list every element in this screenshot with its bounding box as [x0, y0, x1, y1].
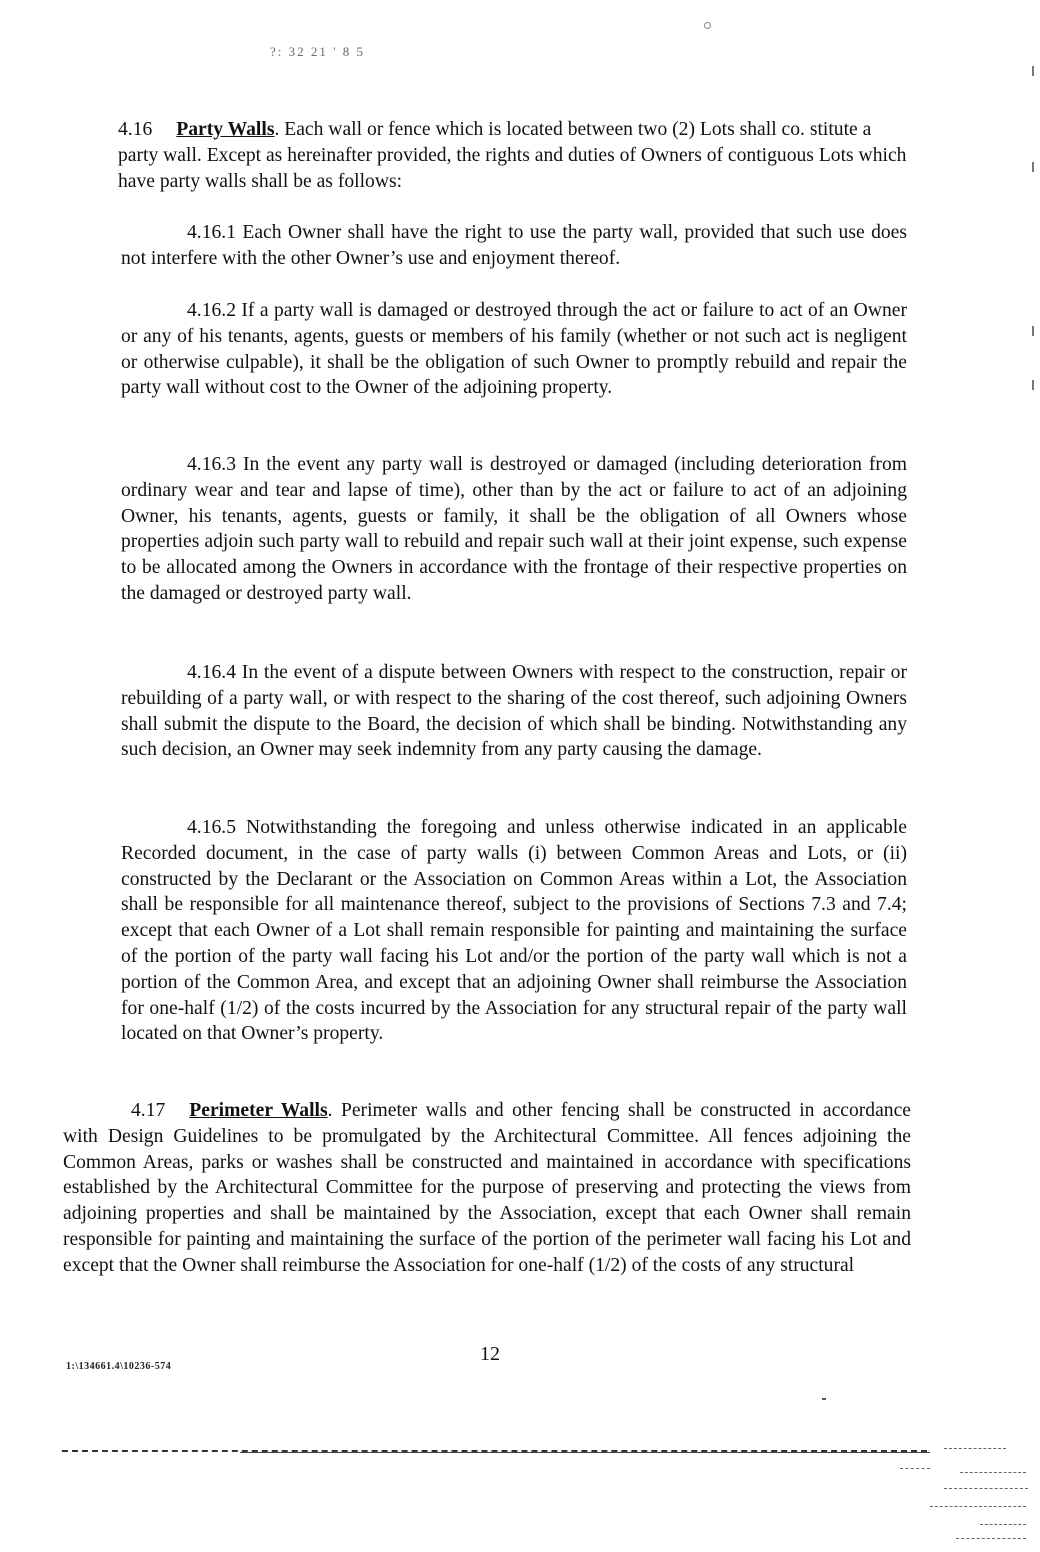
- section-heading: Perimeter Walls: [189, 1100, 328, 1121]
- edge-mark: [1032, 326, 1034, 336]
- subsection-4-16-3: 4.16.3 In the event any party wall is destroyed or damaged (including deterioration from ordinary wear and tear and lapse of time), other than by the act or failure to act of an adjoining Owner, his tenants, agents, guests or family, it shall be the obligation of all Owners whose properties adjoin such party wall to rebuild and repair such wall at their joint expense, such expense to be allocated among the Owners in accordance with the frontage of their respective properties on the damaged or destroyed party wall.: [121, 454, 907, 604]
- scan-noise: [944, 1448, 1006, 1449]
- subsection-4-16-4: 4.16.4 In the event of a dispute between Owners with respect to the construction, repair or rebuilding of a party wall, or with respect to the sharing of the cost thereof, such adjoining Owners shall submit the dispute to the Board, the decision of which shall be binding. Notwithstanding any such decision, an Owner may seek indemnity from any party causing the damage.: [121, 662, 907, 761]
- section-4-16: [118, 117, 910, 194]
- section-4-17: [63, 1098, 911, 1279]
- section-number: 4.17: [131, 1100, 166, 1121]
- section-number: 4.16: [118, 119, 153, 140]
- section-heading: Party Walls: [176, 119, 275, 140]
- recording-stamp: ?: 32 21 ' 8 5: [270, 44, 365, 59]
- subsection-4-16-2: 4.16.2 If a party wall is damaged or destroyed through the act or failure to act of an Owner or any of his tenants, agents, guests or members of his family (whether or not such act is negligent or otherwise culpable), it shall be the obligation of such Owner to promptly rebuild and repair the party wall without cost to the Owner of the adjoining property.: [121, 300, 907, 399]
- scan-noise: [900, 1468, 930, 1469]
- scan-noise: [980, 1524, 1026, 1525]
- scan-noise: [944, 1488, 1028, 1489]
- scan-speck: [704, 22, 711, 29]
- scan-speck: [822, 1398, 826, 1400]
- section-body: . Perimeter walls and other fencing shall be constructed in accordance with Design Guidelines to be promulgated by the Architectural Committee. All fences adjoining the Common Areas, parks or washes shall be constructed and maintained in accordance with specifications established by the Architectural Committee for the purpose of preserving and protecting the views from adjoining properties and shall be maintained by the Association, except that each Owner shall remain responsible for painting and maintaining the surface of the portion of the perimeter wall facing his Lot and except that the Owner shall reimburse the Association for one-half (1/2) of the costs of any structural: [63, 1100, 911, 1276]
- edge-mark: [1032, 380, 1034, 390]
- scan-noise: [930, 1506, 1026, 1507]
- page-number: 12: [480, 1343, 500, 1365]
- edge-mark: [1032, 66, 1034, 76]
- scan-noise: [960, 1472, 1026, 1473]
- footer-file-code: 1:\134661.4\10236-574: [66, 1361, 172, 1372]
- subsection-4-16-5: 4.16.5 Notwithstanding the foregoing and unless otherwise indicated in an applicable Recorded document, in the case of party walls (i) between Common Areas and Lots, or (ii) constructed by the Declarant or the Association on Common Areas within a Lot, the Association shall be responsible for all maintenance thereof, subject to the provisions of Sections 7.3 and 7.4; except that each Owner of a Lot shall remain responsible for painting and maintaining the surface of the portion of the party wall facing his Lot and/or the portion of the party wall which is not a portion of the Common Area, and except that an adjoining Owner shall reimburse the Association for one-half (1/2) of the costs incurred by the Association for any structural repair of the party wall located on that Owner’s property.: [121, 817, 907, 1045]
- edge-mark: [1032, 162, 1034, 172]
- scan-noise: [956, 1538, 1026, 1539]
- section-intro: . Each wall or fence which is located between two (2) Lots shall co. stitute a party wall. Except as hereinafter provided, the rights and duties of Owners of contiguous Lots which have party walls shall be as follows:: [118, 119, 907, 192]
- bottom-scan-rule: [240, 1452, 930, 1453]
- subsection-4-16-1: 4.16.1 Each Owner shall have the right to use the party wall, provided that such use does not interfere with the other Owner’s use and enjoyment thereof.: [121, 222, 907, 269]
